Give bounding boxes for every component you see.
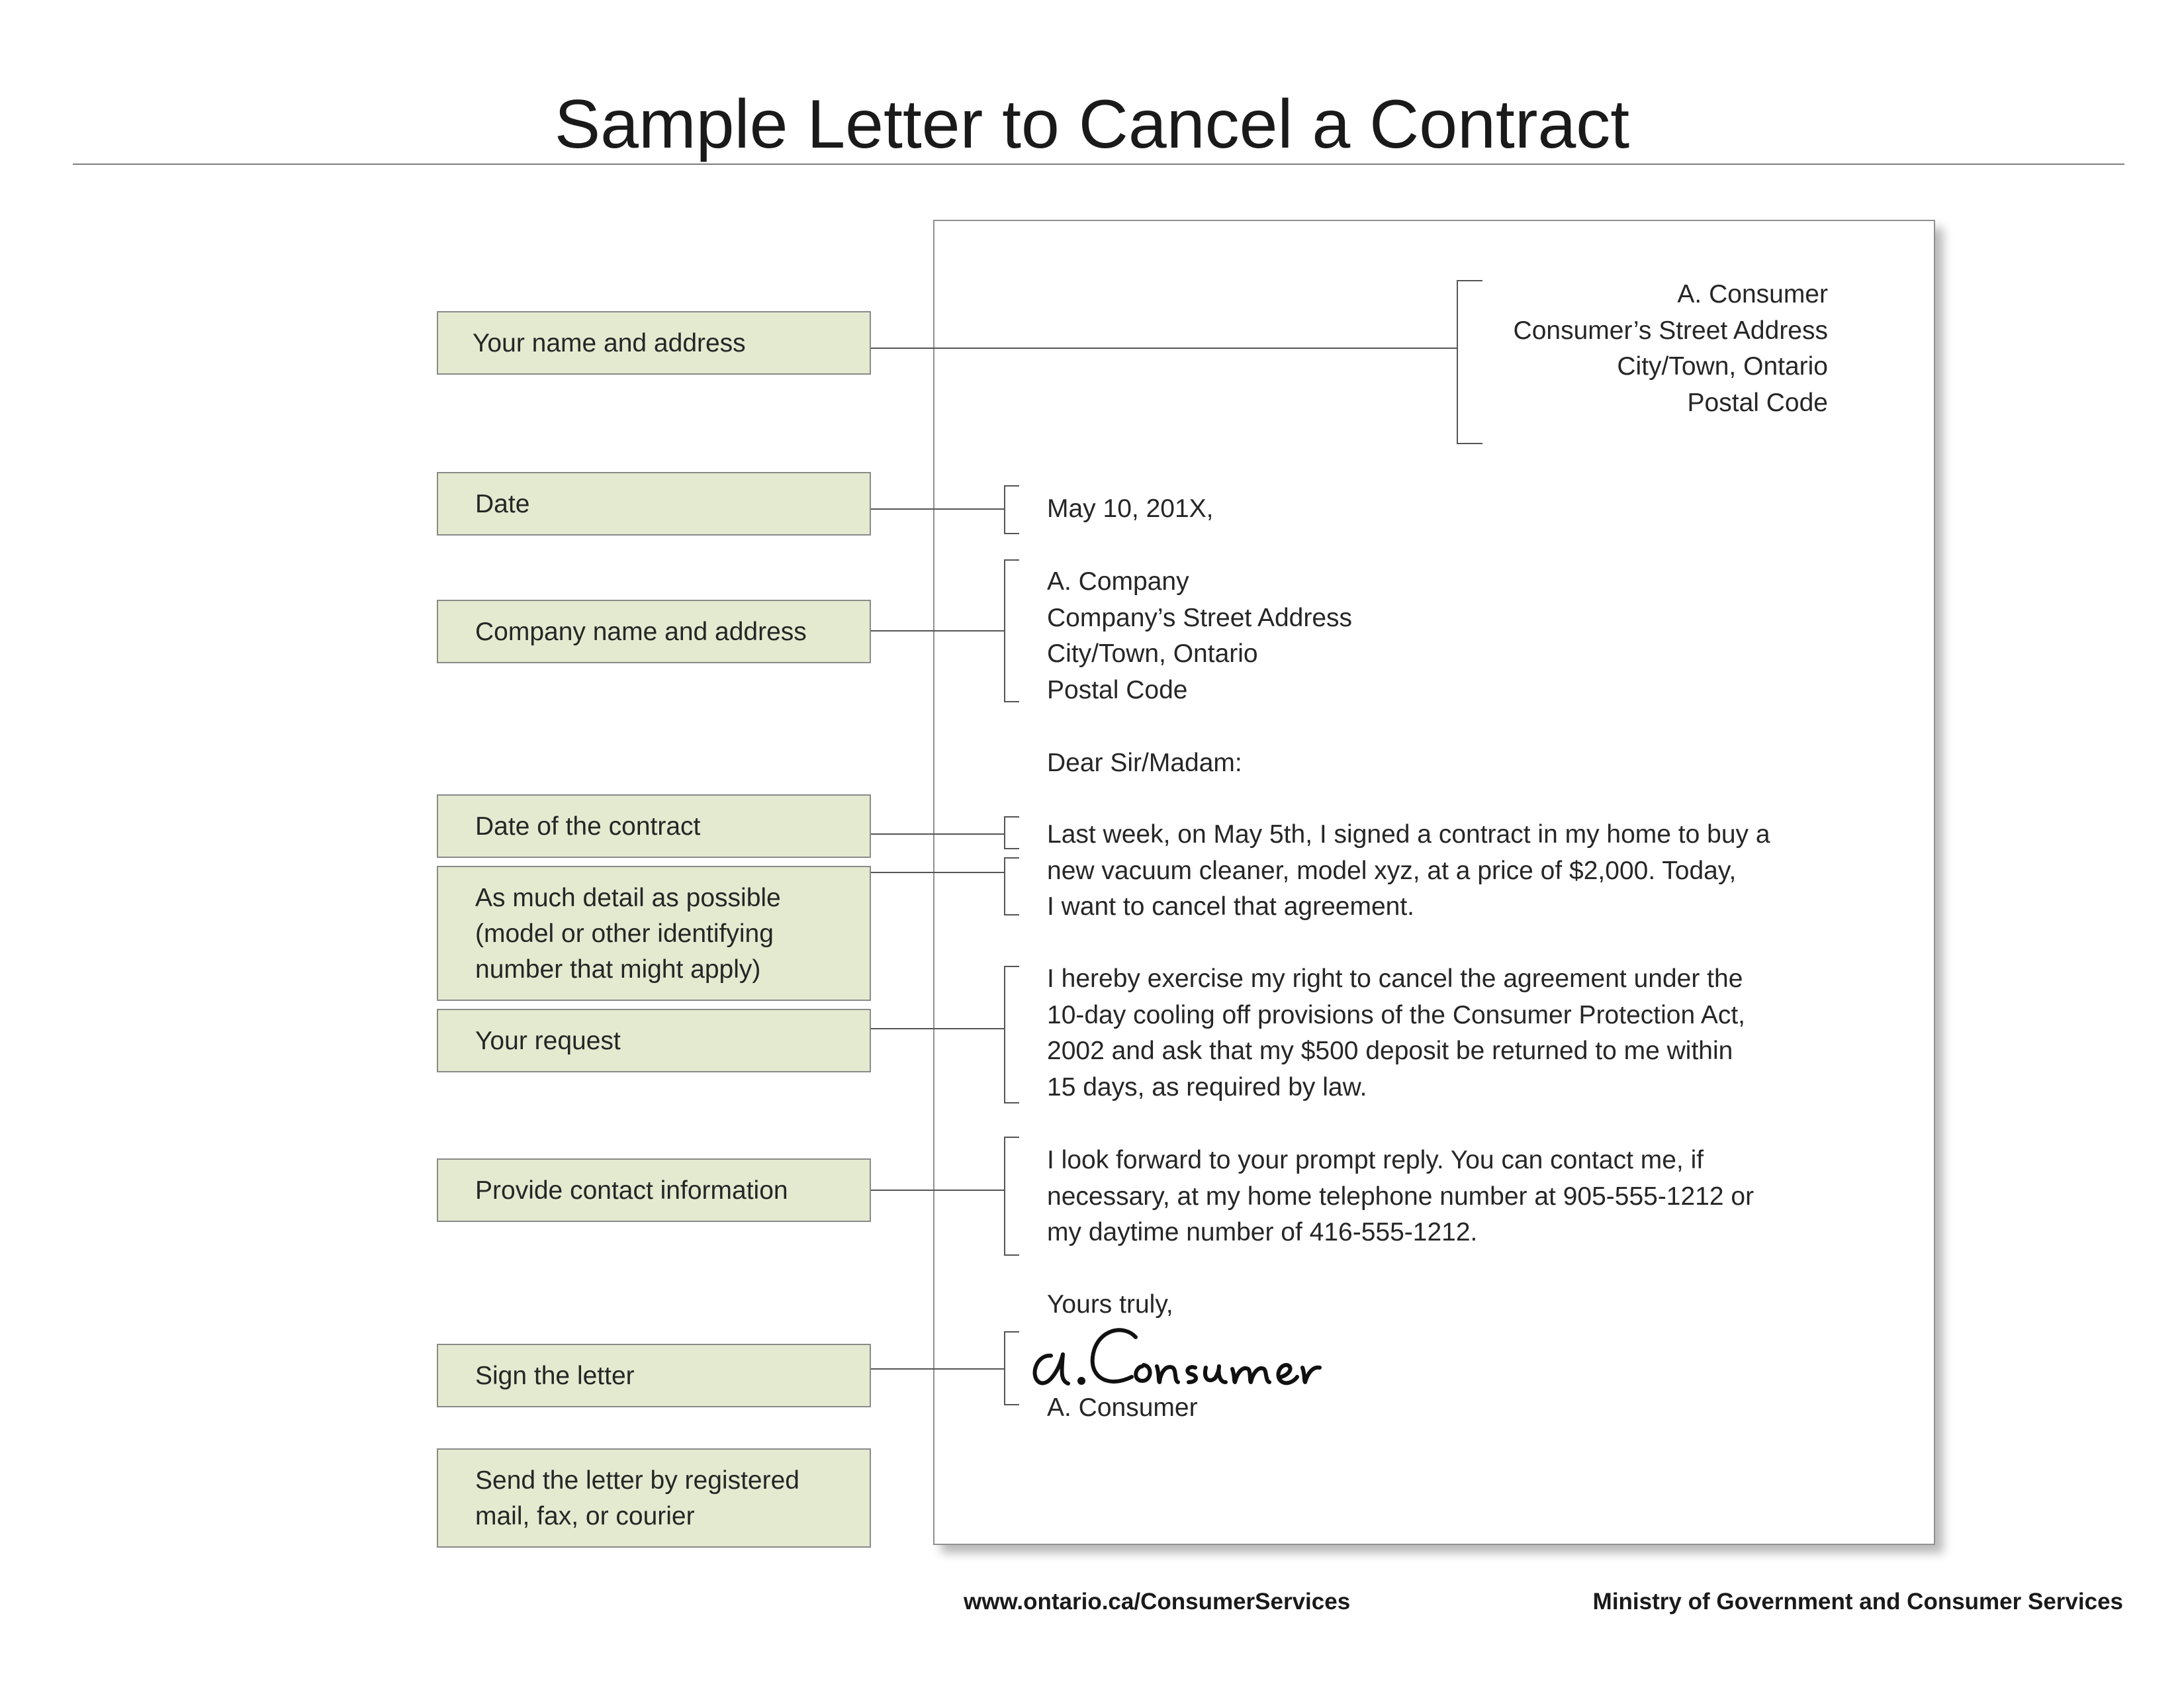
callout-label: Date of the contract <box>475 812 701 841</box>
paragraph-line: Last week, on May 5th, I signed a contract in my home to buy a <box>1047 820 1770 849</box>
printed-name <box>1047 1390 1198 1427</box>
paragraph-contract-details <box>1047 817 1770 925</box>
recipient-line: A. Company <box>1047 567 1189 596</box>
callout-company-address <box>437 600 871 663</box>
closing-text: Yours truly, <box>1047 1290 1173 1319</box>
callout-label: Company name and address <box>475 618 807 646</box>
sender-address <box>1514 277 1828 421</box>
salutation-text: Dear Sir/Madam: <box>1047 749 1242 777</box>
callout-name-address <box>437 311 871 375</box>
paragraph-line: new vacuum cleaner, model xyz, at a price of $2,000. Today, <box>1047 856 1737 885</box>
sender-line: Postal Code <box>1687 388 1828 417</box>
paragraph-line: necessary, at my home telephone number at 905-555-1212 or <box>1047 1182 1754 1211</box>
paragraph-line: 10-day cooling off provisions of the Consumer Protection Act, <box>1047 1000 1746 1029</box>
letter-date <box>1047 491 1213 528</box>
footer-url: www.ontario.ca/ConsumerServices <box>964 1589 1351 1615</box>
letter-date-text: May 10, 201X, <box>1047 494 1214 523</box>
callout-contact <box>437 1158 871 1222</box>
paragraph-line: I hereby exercise my right to cancel the agreement under the <box>1047 964 1743 993</box>
callout-label-line: Send the letter by registered <box>475 1466 799 1495</box>
paragraph-line: I look forward to your prompt reply. You can contact me, if <box>1047 1146 1704 1174</box>
printed-name-text: A. Consumer <box>1047 1393 1198 1422</box>
callout-label-line: As much detail as possible <box>475 884 781 912</box>
paragraph-line: I want to cancel that agreement. <box>1047 892 1414 921</box>
recipient-line: Postal Code <box>1047 675 1188 704</box>
callout-label-line: number that might apply) <box>475 955 761 984</box>
callout-label-line: (model or other identifying <box>475 919 774 948</box>
callout-label: Sign the letter <box>475 1362 635 1390</box>
callout-label: Your request <box>475 1027 621 1055</box>
callout-date <box>437 472 871 536</box>
sender-line: Consumer’s Street Address <box>1513 316 1828 345</box>
callout-request <box>437 1009 871 1072</box>
paragraph-contact <box>1047 1143 1754 1251</box>
signature <box>1024 1315 1382 1401</box>
paragraph-line: 2002 and ask that my $500 deposit be returned to me within <box>1047 1037 1733 1065</box>
footer-ministry: Ministry of Government and Consumer Services <box>1592 1589 2123 1615</box>
callout-label: Your name and address <box>473 329 746 357</box>
paragraph-line: my daytime number of 416-555-1212. <box>1047 1218 1478 1246</box>
callout-sign <box>437 1344 871 1407</box>
callout-detail <box>437 866 871 1001</box>
salutation <box>1047 745 1242 782</box>
paragraph-request <box>1047 961 1745 1105</box>
callout-send <box>437 1448 871 1548</box>
callout-label: Provide contact information <box>475 1176 788 1205</box>
sender-line: City/Town, Ontario <box>1617 352 1828 381</box>
callout-label-line: mail, fax, or courier <box>475 1502 695 1530</box>
callout-label: Date <box>475 490 530 518</box>
title-divider <box>73 164 2124 165</box>
recipient-line: Company’s Street Address <box>1047 603 1353 632</box>
recipient-line: City/Town, Ontario <box>1047 639 1258 668</box>
page-title: Sample Letter to Cancel a Contract <box>554 86 1630 163</box>
sender-line: A. Consumer <box>1677 280 1828 308</box>
paragraph-line: 15 days, as required by law. <box>1047 1072 1367 1102</box>
recipient-address <box>1047 564 1352 708</box>
callout-contract-date <box>437 794 871 858</box>
